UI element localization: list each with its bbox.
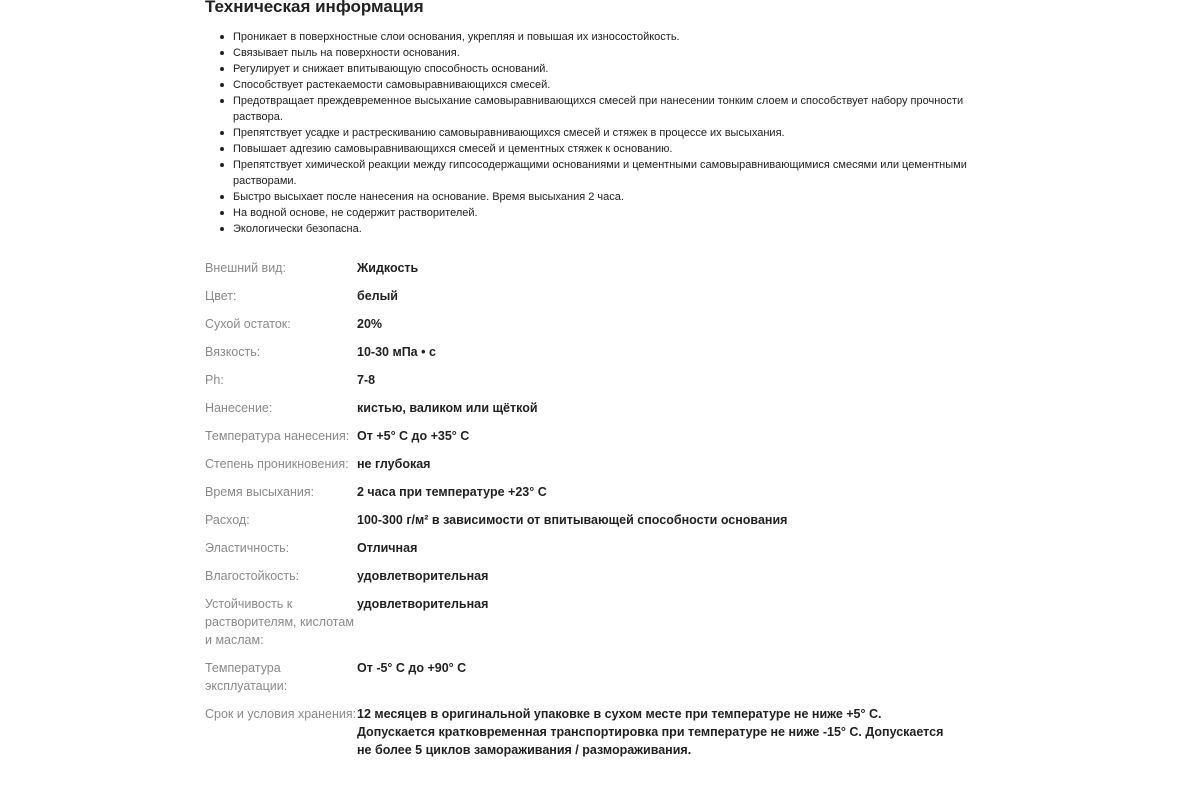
spec-row-viscosity (205, 343, 1005, 371)
spec-row-consumption (205, 511, 1005, 539)
spec-value: белый (357, 289, 398, 303)
list-item: Экологически безопасна. (233, 221, 1005, 237)
section-title: Техническая информация (205, 0, 424, 16)
spec-row-dry-residue (205, 315, 1005, 343)
spec-row-application-temperature (205, 427, 1005, 455)
list-item: Быстро высыхает после нанесения на основание. Время высыхания 2 часа. (233, 189, 1005, 205)
list-item: Препятствует химической реакции между гипсосодержащими основаниями и цементными самовыравнивающимися смесями или цементными растворами. (233, 157, 1005, 189)
list-item: На водной основе, не содержит растворителей. (233, 205, 1005, 221)
spec-label: Время высыхания: (205, 485, 315, 499)
list-item: Препятствует усадке и растрескиванию самовыравнивающихся смесей и стяжек в процессе их высыхания. (233, 125, 1005, 141)
spec-label: Нанесение: (205, 401, 273, 415)
spec-value: 12 месяцев в оригинальной упаковке в сухом месте при температуре не ниже +5° С. Допускается кратковременная транспортировка при температуре не ниже -15° С. Допускается не более 5 циклов замораживания / размораживания. (357, 707, 944, 757)
spec-row-penetration (205, 455, 1005, 483)
spec-label: Степень проникновения: (205, 457, 349, 471)
spec-value: 7-8 (357, 373, 376, 387)
spec-row-elasticity (205, 539, 1005, 567)
technical-info-section (205, 0, 1005, 769)
spec-label: Срок и условия хранения: (205, 707, 357, 721)
spec-value: От -5° С до +90° С (357, 661, 467, 675)
list-item: Регулирует и снижает впитывающую способность оснований. (233, 61, 1005, 77)
spec-value: 2 часа при температуре +23° С (357, 485, 547, 499)
spec-value: удовлетворительная (357, 597, 489, 611)
spec-label: Устойчивость к растворителям, кислотам и маслам: (205, 597, 354, 647)
spec-label: Расход: (205, 513, 250, 527)
spec-label: Ph: (205, 373, 224, 387)
list-item: Способствует растекаемости самовыравнивающихся смесей. (233, 77, 1005, 93)
spec-row-appearance (205, 259, 1005, 287)
spec-label: Температура эксплуатации: (205, 661, 288, 693)
spec-row-chemical-resistance (205, 595, 1005, 659)
spec-label: Влагостойкость: (205, 569, 300, 583)
spec-label: Цвет: (205, 289, 237, 303)
spec-value: Жидкость (357, 261, 419, 275)
spec-value: кистью, валиком или щёткой (357, 401, 538, 415)
spec-label: Температура нанесения: (205, 429, 350, 443)
spec-value: 10-30 мПа • с (357, 345, 436, 359)
spec-value: 100-300 г/м² в зависимости от впитывающей способности основания (357, 513, 788, 527)
list-item: Связывает пыль на поверхности основания. (233, 45, 1005, 61)
list-item: Предотвращает преждевременное высыхание самовыравнивающихся смесей при нанесении тонким слоем и способствует набору прочности раствора. (233, 93, 1005, 125)
features-list (205, 29, 1005, 237)
spec-value: удовлетворительная (357, 569, 489, 583)
spec-value: 20% (357, 317, 383, 331)
spec-row-storage (205, 705, 1005, 769)
list-item: Повышает адгезию самовыравнивающихся смесей и цементных стяжек к основанию. (233, 141, 1005, 157)
spec-row-operating-temperature (205, 659, 1005, 705)
spec-value: Отличная (357, 541, 418, 555)
list-item: Проникает в поверхностные слои основания, укрепляя и повышая их износостойкость. (233, 29, 1005, 45)
spec-label: Вязкость: (205, 345, 261, 359)
spec-value: От +5° С до +35° С (357, 429, 470, 443)
spec-label: Сухой остаток: (205, 317, 291, 331)
spec-row-application (205, 399, 1005, 427)
specs-table (205, 259, 1005, 769)
spec-row-ph (205, 371, 1005, 399)
spec-row-moisture-resistance (205, 567, 1005, 595)
spec-value: не глубокая (357, 457, 431, 471)
spec-row-drying-time (205, 483, 1005, 511)
spec-label: Эластичность: (205, 541, 290, 555)
spec-row-color (205, 287, 1005, 315)
spec-label: Внешний вид: (205, 261, 286, 275)
